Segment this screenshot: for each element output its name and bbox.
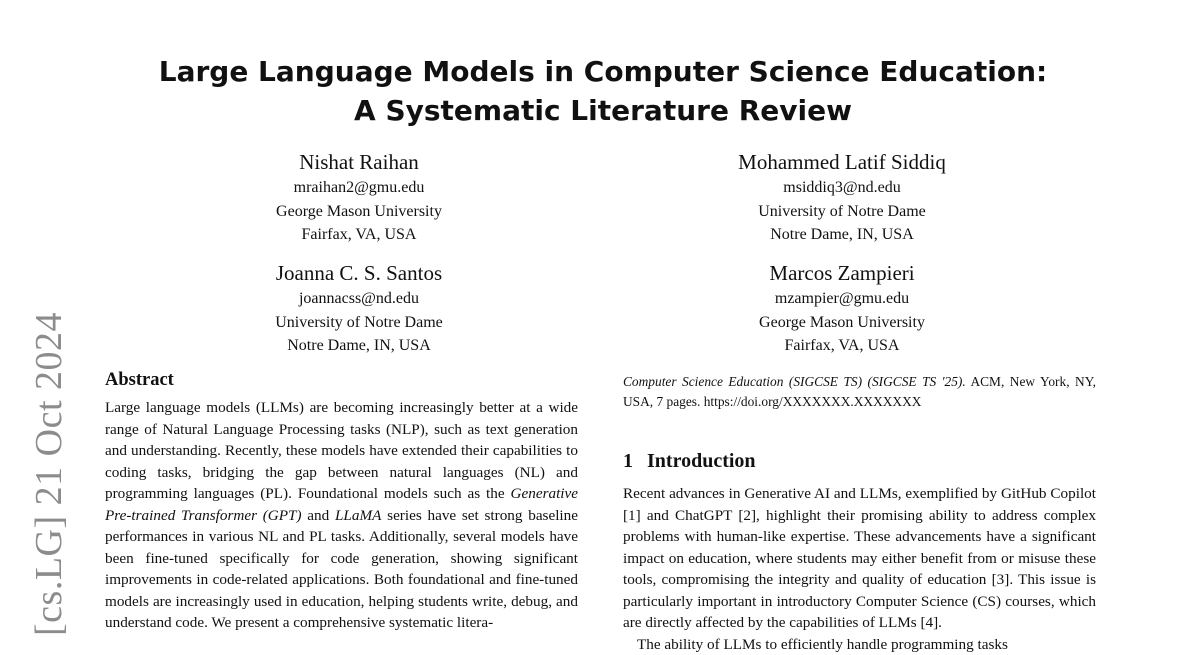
acm-reference bbox=[623, 372, 1096, 412]
abstract-heading: Abstract bbox=[105, 370, 578, 391]
arxiv-stamp-text: [cs.LG] 21 Oct 2024 bbox=[27, 312, 71, 636]
author-location: Notre Dame, IN, USA bbox=[677, 223, 1007, 247]
author-block bbox=[194, 148, 524, 247]
author-name: Mohammed Latif Siddiq bbox=[677, 148, 1007, 176]
citation-venue: Computer Science Education (SIGCSE TS) (SIGCSE TS '25). bbox=[623, 374, 966, 389]
abstract-italic-term: Generative Pre-trained Transformer (GPT) bbox=[105, 485, 578, 524]
section-title: Introduction bbox=[647, 450, 756, 473]
abstract-text-part: Large language models (LLMs) are becoming increasingly better at a wide range of Natural Language Processing tasks (NLP), such as text generation and understanding. Recently, these models have extended their capabilities to coding tasks, bridging the gap between natural languages (NL) and programming languages (PL). Foundational models such as the bbox=[105, 399, 578, 502]
author-affiliation: University of Notre Dame bbox=[677, 200, 1007, 224]
left-column bbox=[105, 370, 578, 634]
author-name: Joanna C. S. Santos bbox=[194, 259, 524, 287]
title-line-2: A Systematic Literature Review bbox=[100, 91, 1106, 130]
author-affiliation: George Mason University bbox=[677, 311, 1007, 335]
author-email: joannacss@nd.edu bbox=[194, 287, 524, 311]
author-email: msiddiq3@nd.edu bbox=[677, 176, 1007, 200]
section-heading-introduction bbox=[623, 450, 1096, 473]
right-column bbox=[623, 372, 1096, 655]
author-email: mzampier@gmu.edu bbox=[677, 287, 1007, 311]
author-name: Marcos Zampieri bbox=[677, 259, 1007, 287]
author-email: mraihan2@gmu.edu bbox=[194, 176, 524, 200]
author-block bbox=[677, 148, 1007, 247]
introduction-next-line: The ability of LLMs to efficiently handle programming tasks bbox=[623, 634, 1096, 655]
author-name: Nishat Raihan bbox=[194, 148, 524, 176]
author-affiliation: George Mason University bbox=[194, 200, 524, 224]
title-line-1: Large Language Models in Computer Science Education: bbox=[100, 52, 1106, 91]
abstract-text-part: series have set strong baseline performances in various NL and PL tasks. Additionally, several models have been fine-tuned specifically for code generation, showing significant improvements in code-related applications. Both foundational and fine-tuned models are increasingly used in education, helping students write, debug, and understand code. We present a comprehensive systematic litera- bbox=[105, 507, 578, 632]
abstract-text bbox=[105, 397, 578, 634]
section-number: 1 bbox=[623, 450, 633, 473]
abstract-text-part: and bbox=[302, 507, 335, 524]
abstract-italic-term: LLaMA bbox=[335, 507, 381, 524]
author-location: Notre Dame, IN, USA bbox=[194, 334, 524, 358]
author-block bbox=[194, 259, 524, 358]
author-affiliation: University of Notre Dame bbox=[194, 311, 524, 335]
author-block bbox=[677, 259, 1007, 358]
introduction-text: Recent advances in Generative AI and LLMs, exemplified by GitHub Copilot [1] and ChatGPT [2], highlight their promising ability to address complex problems with human-like expertise. These advancements have a significant impact on education, where students may either benefit from or misuse these tools, compromising the integrity and quality of education [3]. This issue is particularly important in introductory Computer Science (CS) courses, which are directly affected by the capabilities of LLMs [4]. bbox=[623, 483, 1096, 634]
arxiv-side-stamp bbox=[27, 312, 71, 648]
citation-details: ACM, New York, NY, USA, 7 pages. https://doi.org/XXXXXXX.XXXXXXX bbox=[623, 374, 1096, 409]
author-location: Fairfax, VA, USA bbox=[677, 334, 1007, 358]
paper-title bbox=[100, 52, 1106, 130]
author-location: Fairfax, VA, USA bbox=[194, 223, 524, 247]
